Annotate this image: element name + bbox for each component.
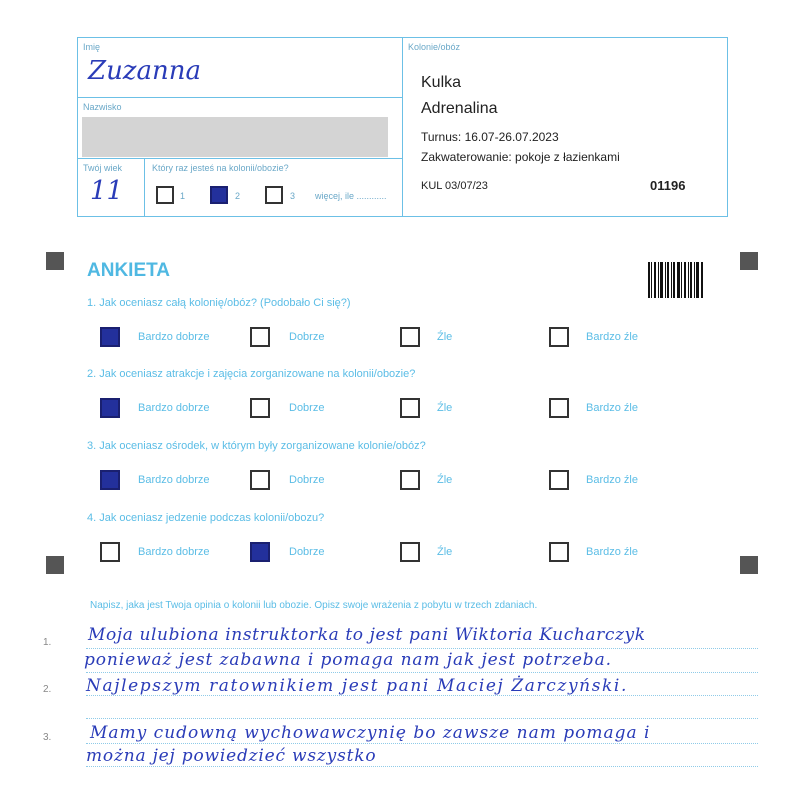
age-value: 11 — [90, 176, 124, 206]
header-divider — [144, 158, 145, 217]
question-text: 4. Jak oceniasz jedzenie podczas kolonii/obozu? — [87, 512, 325, 524]
rating-label: Bardzo źle — [586, 402, 638, 414]
registration-marker — [740, 252, 758, 270]
rating-label: Dobrze — [289, 546, 325, 558]
question-text: 3. Jak oceniasz ośrodek, w którym były zorganizowane kolonie/obóz? — [87, 440, 426, 452]
writing-line — [86, 648, 758, 649]
turnus-text: Turnus: 16.07-26.07.2023 — [421, 130, 559, 144]
rating-label: Źle — [437, 474, 453, 486]
rating-checkbox[interactable] — [400, 470, 420, 490]
handwritten-line: Najlepszym ratownikiem jest pani Maciej Żarczyński. — [86, 676, 628, 696]
header-divider — [402, 37, 403, 217]
opinion-prompt: Napisz, jaka jest Twoja opinia o kolonii lub obozie. Opisz swoje wrażenia z pobytu w trzech zdaniach. — [90, 600, 538, 611]
registration-marker — [46, 252, 64, 270]
header-divider — [77, 158, 402, 159]
handwritten-line: można jej powiedzieć wszystko — [86, 746, 377, 766]
rating-checkbox[interactable] — [100, 542, 120, 562]
rating-checkbox[interactable] — [100, 398, 120, 418]
redacted-last-name — [82, 117, 388, 157]
question-text: 2. Jak oceniasz atrakcje i zajęcia zorganizowane na kolonii/obozie? — [87, 368, 416, 380]
first-name-value: Zuzanna — [88, 56, 202, 86]
first-name-label: Imię — [83, 42, 101, 52]
visit-3-checkbox[interactable] — [265, 186, 283, 204]
writing-line — [86, 743, 758, 744]
rating-label: Bardzo dobrze — [138, 474, 210, 486]
question-text: 1. Jak oceniasz całą kolonię/obóz? (Podobało Ci się?) — [87, 297, 351, 309]
rating-label: Źle — [437, 546, 453, 558]
rating-label: Dobrze — [289, 474, 325, 486]
rating-checkbox[interactable] — [250, 327, 270, 347]
writing-line — [86, 766, 758, 767]
rating-checkbox[interactable] — [549, 398, 569, 418]
visit-3-label: 3 — [290, 191, 296, 201]
rating-checkbox[interactable] — [250, 470, 270, 490]
rating-checkbox[interactable] — [250, 398, 270, 418]
barcode — [648, 262, 704, 298]
rating-label: Źle — [437, 331, 453, 343]
visit-1-checkbox[interactable] — [156, 186, 174, 204]
rating-checkbox[interactable] — [400, 542, 420, 562]
visit-1-label: 1 — [180, 191, 186, 201]
rating-label: Bardzo dobrze — [138, 546, 210, 558]
visit-count-label: Który raz jesteś na kolonii/obozie? — [152, 163, 289, 173]
line-number: 1. — [43, 637, 52, 648]
rating-checkbox[interactable] — [400, 327, 420, 347]
camp-name: Kulka — [421, 74, 462, 91]
camp-type: Adrenalina — [421, 100, 498, 117]
rating-label: Bardzo dobrze — [138, 331, 210, 343]
camp-code: KUL 03/07/23 — [421, 180, 488, 192]
rating-label: Dobrze — [289, 331, 325, 343]
rating-checkbox[interactable] — [400, 398, 420, 418]
form-number: 01196 — [650, 178, 686, 193]
rating-checkbox[interactable] — [549, 542, 569, 562]
visit-2-label: 2 — [235, 191, 241, 201]
line-number: 3. — [43, 732, 52, 743]
header-divider — [77, 97, 402, 98]
handwritten-line: ponieważ jest zabawna i pomaga nam jak jest potrzeba. — [84, 650, 612, 670]
rating-checkbox[interactable] — [549, 327, 569, 347]
survey-title: ANKIETA — [87, 260, 171, 281]
last-name-label: Nazwisko — [83, 102, 122, 112]
rating-checkbox[interactable] — [250, 542, 270, 562]
handwritten-line: Mamy cudowną wychowawczynię bo zawsze nam pomaga i — [90, 723, 651, 743]
rating-checkbox[interactable] — [549, 470, 569, 490]
rating-label: Źle — [437, 402, 453, 414]
writing-line — [86, 672, 758, 673]
rating-label: Bardzo dobrze — [138, 402, 210, 414]
rating-label: Bardzo źle — [586, 331, 638, 343]
handwritten-line: Moja ulubiona instruktorka to jest pani Wiktoria Kucharczyk — [88, 625, 646, 645]
accommodation-text: Zakwaterowanie: pokoje z łazienkami — [421, 150, 620, 164]
line-number: 2. — [43, 684, 52, 695]
visit-more-label: więcej, ile ............ — [315, 191, 387, 201]
rating-label: Bardzo źle — [586, 546, 638, 558]
rating-checkbox[interactable] — [100, 470, 120, 490]
age-label: Twój wiek — [83, 163, 123, 173]
registration-marker — [46, 556, 64, 574]
rating-label: Bardzo źle — [586, 474, 638, 486]
camp-label: Kolonie/obóz — [408, 42, 461, 52]
rating-label: Dobrze — [289, 402, 325, 414]
writing-line — [86, 718, 758, 719]
visit-2-checkbox[interactable] — [210, 186, 228, 204]
rating-checkbox[interactable] — [100, 327, 120, 347]
registration-marker — [740, 556, 758, 574]
